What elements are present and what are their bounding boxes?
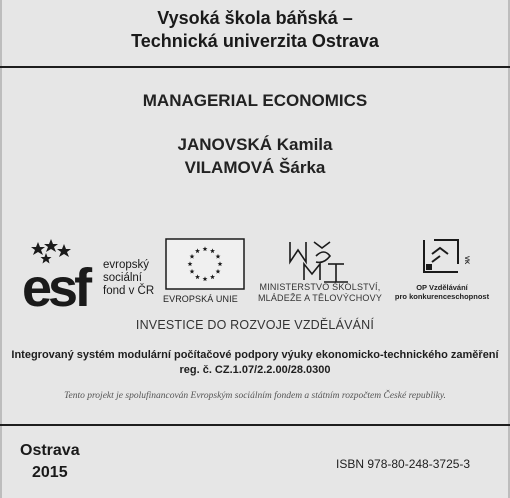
registration-number: reg. č. CZ.1.07/2.2.00/28.0300: [179, 364, 331, 376]
eu-caption: EVROPSKÁ UNIE: [163, 294, 238, 304]
msmt-line2: MLÁDEŽE A TĚLOVÝCHOVY: [257, 293, 383, 303]
esf-line2: sociální: [103, 272, 142, 284]
svg-text:esf: esf: [22, 258, 89, 308]
university-name-line2: Technická univerzita Ostrava: [131, 31, 379, 51]
eu-flag-icon: [165, 238, 245, 290]
op-line2: pro konkurenceschopnost: [394, 292, 490, 301]
author-2: VILAMOVÁ Šárka: [184, 158, 326, 177]
publication-year: 2015: [32, 464, 68, 481]
op-vertical-text: VK: [463, 256, 469, 265]
msmt-logo: [286, 238, 362, 284]
op-line1: OP Vzdělávání: [416, 283, 468, 292]
op-caption: [390, 283, 494, 301]
publication-city: Ostrava: [20, 442, 80, 459]
bottom-divider: [0, 424, 510, 426]
top-divider: [0, 66, 510, 68]
system-description: Integrovaný systém modulární počítačové podpory výuky ekonomicko-technického zaměření: [11, 349, 499, 361]
author-1: JANOVSKÁ Kamila: [177, 135, 333, 154]
isbn: ISBN 978-80-248-3725-3: [336, 457, 471, 471]
esf-line1: evropský: [103, 259, 150, 271]
investice-slogan: INVESTICE DO ROZVOJE VZDĚLÁVÁNÍ: [135, 318, 375, 332]
msmt-caption: [252, 282, 388, 304]
op-logo: [412, 234, 472, 282]
funding-note: Tento projekt je spolufinancován Evropským sociálním fondem a státním rozpočtem České republiky.: [64, 391, 446, 401]
university-name-line1: Vysoká škola báňská –: [157, 8, 353, 28]
book-title: MANAGERIAL ECONOMICS: [142, 91, 368, 110]
esf-line3: fond v ČR: [103, 285, 155, 297]
msmt-line1: MINISTERSTVO ŠKOLSTVÍ,: [259, 282, 381, 292]
esf-caption: [103, 259, 154, 298]
